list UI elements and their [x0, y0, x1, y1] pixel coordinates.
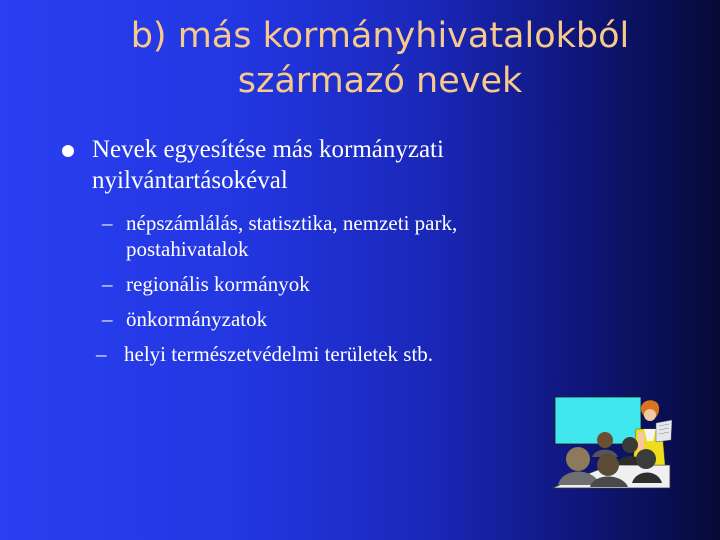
dash-marker: – [102, 211, 113, 235]
sub-item-line-1: regionális kormányok [126, 272, 310, 296]
sub-item [60, 210, 660, 262]
sub-item [60, 271, 660, 297]
bullet-dot-icon [62, 145, 74, 157]
presentation-meeting-clipart-icon [550, 395, 672, 490]
sub-item-line-1: népszámlálás, statisztika, nemzeti park, [126, 211, 458, 235]
bullet-item [60, 134, 660, 196]
sub-item-line-1: önkormányzatok [126, 307, 268, 331]
sub-item [60, 306, 660, 332]
sub-item-line-2: postahivatalok [126, 237, 249, 261]
bullet-line-1: Nevek egyesítése más kormányzati [92, 136, 444, 163]
sub-list [60, 210, 660, 367]
dash-marker: – [102, 307, 113, 331]
dash-marker: – [102, 272, 113, 296]
title-line-2: származó nevek [237, 61, 523, 101]
bullet-line-2: nyilvántartásokéval [92, 167, 288, 194]
sub-item [60, 341, 660, 367]
slide-title [60, 14, 700, 104]
title-line-1: b) más kormányhivatalokból [130, 16, 630, 56]
sub-item-line-1: helyi természetvédelmi területek stb. [124, 342, 434, 366]
dash-marker: – [96, 342, 107, 366]
slide-body [60, 134, 660, 376]
